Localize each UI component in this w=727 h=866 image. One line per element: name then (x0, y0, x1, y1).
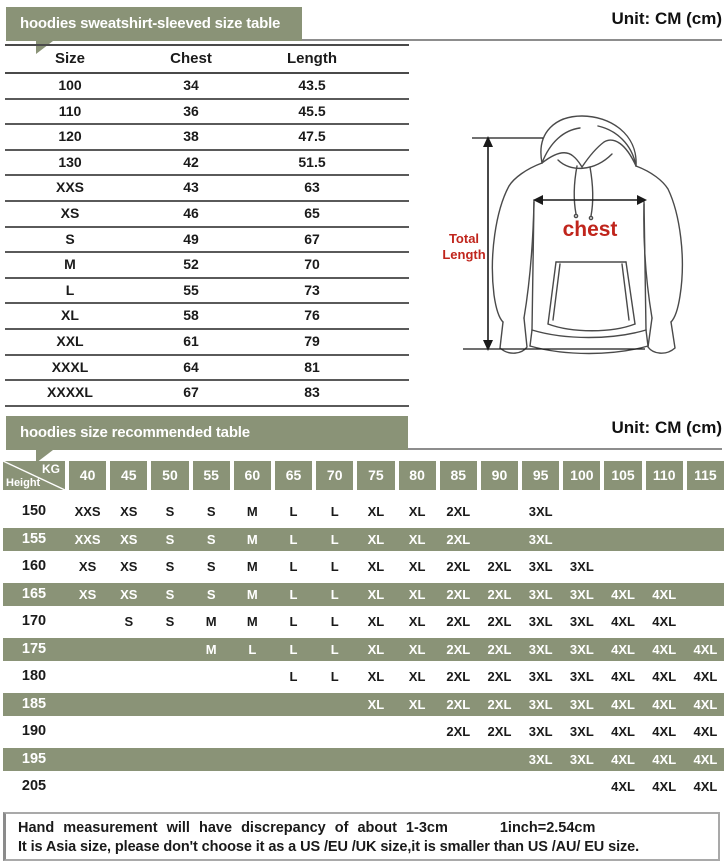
note-line-2: It is Asia size, please don't choose it as a US /EU /UK size,it is smaller than US /AU/ EU size. (18, 839, 640, 855)
size-value-cell: 2XL (446, 559, 471, 574)
size-value-cell: 2XL (446, 586, 471, 602)
chest-cell: 36 (183, 102, 199, 119)
size-table-header (5, 44, 409, 74)
weight-header-cell: 75 (357, 461, 394, 490)
size-value-cell (69, 748, 106, 772)
divider-line (408, 448, 722, 450)
chest-cell: 64 (183, 358, 199, 375)
size-value-cell (69, 718, 106, 746)
hoodie-diagram (430, 90, 727, 370)
size-value-cell (234, 693, 271, 717)
size-table-banner: hoodies sweatshirt-sleeved size table (6, 7, 302, 41)
size-value-cell: 3XL (569, 559, 594, 574)
weight-header-cell: 80 (399, 461, 436, 490)
size-value-cell (275, 773, 312, 801)
size-value-cell (687, 528, 724, 552)
size-value-cell: S (124, 614, 134, 629)
size-value-cell: 3XL (569, 586, 594, 602)
size-value-cell: L (289, 586, 298, 602)
size-value-cell: S (165, 614, 175, 629)
size-value-cell: 3XL (528, 641, 553, 657)
column-header-size: Size (54, 50, 85, 67)
size-table-row (5, 228, 409, 254)
weight-header-cell: 105 (604, 461, 641, 490)
size-value-cell: XL (367, 669, 385, 684)
size-value-cell: XL (367, 696, 385, 712)
size-table-row (5, 151, 409, 177)
size-value-cell (646, 553, 683, 581)
size-cell: XS (60, 204, 80, 221)
size-value-cell: 2XL (487, 669, 512, 684)
size-value-cell: XL (367, 504, 385, 519)
column-header-chest: Chest (170, 50, 212, 67)
size-value-cell (151, 638, 188, 662)
size-table-row (5, 125, 409, 151)
size-value-cell (563, 528, 600, 552)
size-value-cell: 3XL (528, 531, 553, 547)
size-value-cell: 4XL (652, 696, 677, 712)
size-value-cell: XL (367, 586, 385, 602)
size-value-cell: L (289, 559, 298, 574)
size-value-cell: L (289, 641, 298, 657)
size-cell: 110 (58, 102, 82, 119)
size-value-cell (687, 498, 724, 526)
matrix-row (3, 773, 724, 801)
size-value-cell (69, 608, 106, 636)
weight-header-cell: 40 (69, 461, 106, 490)
chest-cell: 42 (183, 153, 199, 170)
chest-cell: 61 (183, 332, 199, 349)
height-cell: 175 (21, 640, 47, 657)
size-value-cell: 4XL (611, 614, 635, 629)
length-cell: 70 (304, 256, 320, 273)
size-value-cell: L (330, 586, 339, 602)
size-value-cell: 4XL (611, 586, 635, 602)
size-value-cell: 4XL (611, 724, 635, 739)
size-value-cell: XXS (74, 531, 101, 547)
size-value-cell (275, 718, 312, 746)
height-cell: 150 (21, 503, 47, 519)
size-value-cell: XS (78, 559, 97, 574)
size-value-cell: M (246, 531, 258, 547)
size-value-cell: 4XL (611, 669, 635, 684)
size-value-cell: 2XL (446, 696, 471, 712)
size-value-cell (275, 748, 312, 772)
size-value-cell: XS (120, 559, 138, 574)
size-value-cell (193, 663, 230, 691)
size-value-cell: 2XL (446, 504, 471, 519)
size-value-cell (687, 608, 724, 636)
height-cell: 170 (21, 613, 47, 629)
matrix-row (3, 608, 724, 636)
size-cell: M (64, 256, 76, 273)
matrix-row (3, 636, 724, 664)
height-cell: 185 (21, 695, 47, 712)
size-table (5, 44, 409, 407)
size-value-cell (110, 773, 147, 801)
size-table-row (5, 202, 409, 228)
size-value-cell (563, 498, 600, 526)
size-value-cell (69, 663, 106, 691)
size-table-rows (5, 74, 409, 407)
size-value-cell: XS (120, 504, 138, 519)
size-value-cell (234, 773, 271, 801)
weight-header-cell: 95 (522, 461, 559, 490)
size-value-cell: XS (78, 586, 97, 602)
size-value-cell: 2XL (446, 724, 471, 739)
size-value-cell (69, 773, 106, 801)
size-value-cell: S (206, 586, 216, 602)
weight-header-cell: 65 (275, 461, 312, 490)
size-table-row (5, 100, 409, 126)
chest-cell: 67 (183, 384, 199, 401)
chest-cell: 49 (183, 230, 199, 247)
weight-header-cell: 110 (646, 461, 683, 490)
size-cell: L (65, 281, 75, 298)
size-value-cell (399, 748, 436, 772)
matrix-row (3, 663, 724, 691)
size-value-cell (234, 718, 271, 746)
diagram-labels (442, 218, 617, 262)
size-value-cell: 3XL (528, 586, 553, 602)
height-cell: 180 (21, 668, 47, 684)
size-value-cell: L (289, 531, 298, 547)
size-value-cell (110, 663, 147, 691)
length-cell: 63 (304, 179, 320, 196)
size-value-cell: S (165, 531, 175, 547)
size-value-cell: 3XL (569, 614, 594, 629)
size-value-cell (357, 748, 394, 772)
size-value-cell: 4XL (652, 779, 677, 794)
length-cell: 79 (304, 332, 320, 349)
size-table-row (5, 330, 409, 356)
size-value-cell (316, 693, 353, 717)
size-value-cell: S (206, 504, 216, 519)
height-cell: 155 (21, 530, 47, 547)
size-value-cell: 3XL (528, 751, 553, 767)
size-value-cell: M (246, 504, 258, 519)
matrix-header-row (3, 461, 724, 490)
size-value-cell: 2XL (446, 614, 471, 629)
size-value-cell (193, 693, 230, 717)
weight-header-cell: 90 (481, 461, 518, 490)
matrix-row (3, 498, 724, 526)
size-value-cell: 3XL (528, 696, 553, 712)
weight-header-cell: 70 (316, 461, 353, 490)
note-measurement-text: Hand measurement will have discrepancy of about 1-3cm (18, 820, 448, 836)
size-value-cell: XS (120, 531, 138, 547)
column-header-length: Length (287, 50, 337, 67)
weight-header-cell: 50 (151, 461, 188, 490)
length-cell: 45.5 (298, 102, 326, 119)
size-table-row (5, 74, 409, 100)
size-value-cell: 2XL (487, 641, 512, 657)
size-value-cell: XL (367, 641, 385, 657)
size-value-cell (69, 638, 106, 662)
size-value-cell: 2XL (446, 531, 471, 547)
size-value-cell (110, 748, 147, 772)
corner-kg-label: KG (42, 462, 60, 476)
chest-label: chest (562, 218, 618, 241)
size-value-cell: 3XL (569, 669, 594, 684)
size-value-cell: 3XL (528, 724, 553, 739)
size-value-cell: XL (408, 696, 426, 712)
size-value-cell: L (289, 614, 298, 629)
size-value-cell (604, 528, 641, 552)
size-value-cell: 4XL (652, 669, 677, 684)
length-cell: 76 (304, 307, 320, 324)
size-value-cell: S (165, 559, 175, 574)
size-value-cell (687, 553, 724, 581)
height-cell: 205 (21, 778, 47, 794)
size-value-cell (193, 718, 230, 746)
chest-cell: 58 (183, 307, 199, 324)
size-value-cell (151, 693, 188, 717)
length-cell: 81 (304, 358, 320, 375)
size-value-cell: 2XL (487, 586, 512, 602)
matrix-corner-cell (3, 461, 65, 490)
size-value-cell (604, 498, 641, 526)
length-cell: 51.5 (298, 153, 326, 170)
size-cell: XXXL (51, 358, 89, 375)
size-cell: 120 (58, 128, 82, 145)
size-cell: XL (61, 307, 79, 324)
size-value-cell: S (206, 559, 216, 574)
weight-header-cell: 55 (193, 461, 230, 490)
corner-height-label: Height (6, 477, 41, 489)
weight-header-cell: 45 (110, 461, 147, 490)
size-value-cell: XS (120, 586, 138, 602)
size-value-cell: M (246, 586, 258, 602)
size-value-cell: L (289, 669, 298, 684)
size-value-cell (399, 718, 436, 746)
size-value-cell: 4XL (611, 641, 635, 657)
length-cell: 67 (304, 230, 320, 247)
size-value-cell: S (206, 531, 216, 547)
size-value-cell (110, 693, 147, 717)
size-value-cell: XL (408, 641, 426, 657)
length-cell: 65 (304, 204, 320, 221)
weight-header-cell: 100 (563, 461, 600, 490)
size-value-cell: XL (367, 614, 385, 629)
size-value-cell: L (330, 641, 339, 657)
size-value-cell (646, 528, 683, 552)
size-value-cell: 2XL (487, 559, 512, 574)
size-value-cell (316, 748, 353, 772)
size-value-cell (399, 773, 436, 801)
height-cell: 165 (21, 585, 47, 602)
size-table-row (5, 279, 409, 305)
size-value-cell: 2XL (487, 724, 512, 739)
chest-cell: 55 (183, 281, 199, 298)
note-box (3, 812, 720, 861)
size-value-cell: 2XL (446, 641, 471, 657)
size-value-cell (193, 773, 230, 801)
total-length-label: Total (448, 231, 480, 246)
size-value-cell: XL (408, 504, 426, 519)
size-table-row (5, 356, 409, 382)
weight-header-cell: 60 (234, 461, 271, 490)
size-value-cell: 3XL (528, 504, 553, 519)
size-value-cell: L (330, 531, 339, 547)
matrix-row (3, 718, 724, 746)
chest-cell: 38 (183, 128, 199, 145)
size-value-cell: 3XL (569, 696, 594, 712)
size-value-cell (481, 773, 518, 801)
size-cell: 100 (58, 77, 82, 93)
size-value-cell: XL (408, 614, 426, 629)
size-value-cell: 4XL (611, 696, 635, 712)
size-value-cell: 4XL (693, 779, 718, 794)
height-cell: 160 (21, 558, 47, 574)
unit-label: Unit: CM (cm) (611, 418, 722, 437)
recommend-matrix (3, 461, 724, 801)
size-value-cell: 4XL (693, 641, 718, 657)
size-value-cell (604, 553, 641, 581)
size-value-cell: XL (408, 559, 426, 574)
size-value-cell (69, 693, 106, 717)
size-value-cell (316, 718, 353, 746)
chest-cell: 52 (183, 256, 199, 273)
size-value-cell: XL (408, 531, 426, 547)
total-length-label: Length (442, 247, 486, 262)
size-value-cell: 4XL (652, 614, 677, 629)
size-value-cell: 4XL (693, 751, 718, 767)
size-value-cell: 4XL (693, 724, 718, 739)
size-value-cell: XL (367, 531, 385, 547)
size-value-cell (357, 773, 394, 801)
size-value-cell (687, 583, 724, 607)
chest-cell: 43 (183, 179, 199, 196)
note-line-1 (18, 820, 718, 836)
size-value-cell (151, 748, 188, 772)
measure-arrows (463, 136, 647, 351)
size-value-cell (440, 748, 477, 772)
size-value-cell: 3XL (569, 641, 594, 657)
weight-header-cell: 85 (440, 461, 477, 490)
size-value-cell (110, 718, 147, 746)
arrow-right-icon (637, 195, 647, 205)
recommend-table-banner: hoodies size recommended table (6, 416, 408, 450)
size-value-cell (151, 718, 188, 746)
size-value-cell: L (330, 614, 339, 629)
size-value-cell: M (205, 614, 217, 629)
size-value-cell (646, 498, 683, 526)
size-table-row (5, 381, 409, 407)
length-cell: 83 (304, 384, 320, 401)
size-value-cell (357, 718, 394, 746)
size-value-cell: 3XL (528, 669, 553, 684)
size-value-cell (275, 693, 312, 717)
size-value-cell (522, 773, 559, 801)
unit-label: Unit: CM (cm) (611, 9, 722, 28)
size-value-cell: 3XL (569, 724, 594, 739)
size-value-cell: L (248, 641, 257, 657)
length-cell: 73 (304, 281, 320, 298)
size-value-cell: L (330, 669, 339, 684)
size-value-cell (481, 498, 518, 526)
matrix-row (3, 581, 724, 609)
size-cell: 130 (58, 153, 82, 170)
divider-line (302, 39, 722, 41)
size-value-cell (110, 638, 147, 662)
size-value-cell: 4XL (652, 586, 677, 602)
note-inch-conversion: 1inch=2.54cm (499, 820, 596, 836)
size-value-cell: 4XL (652, 751, 677, 767)
size-value-cell: 3XL (528, 614, 553, 629)
matrix-row (3, 526, 724, 554)
height-cell: 195 (21, 750, 47, 767)
size-value-cell: M (205, 641, 217, 657)
size-value-cell: 4XL (693, 669, 718, 684)
size-table-row (5, 304, 409, 330)
size-value-cell: 4XL (611, 779, 635, 794)
size-value-cell: M (246, 614, 258, 629)
size-value-cell: 3XL (528, 559, 553, 574)
size-value-cell: S (165, 586, 175, 602)
size-table-row (5, 176, 409, 202)
size-value-cell: 4XL (652, 724, 677, 739)
matrix-row (3, 746, 724, 774)
size-value-cell: L (289, 504, 298, 519)
size-value-cell: 2XL (446, 669, 471, 684)
size-value-cell: XL (408, 586, 426, 602)
size-value-cell (151, 663, 188, 691)
length-cell: 43.5 (298, 77, 326, 93)
size-value-cell (481, 528, 518, 552)
size-value-cell: 4XL (611, 751, 635, 767)
size-value-cell (316, 773, 353, 801)
size-value-cell: 4XL (652, 641, 677, 657)
size-value-cell: 2XL (487, 614, 512, 629)
size-value-cell (234, 748, 271, 772)
chest-cell: 46 (183, 204, 199, 221)
size-value-cell: 2XL (487, 696, 512, 712)
size-cell: XXL (56, 332, 84, 349)
size-value-cell (193, 748, 230, 772)
weight-header-cell: 115 (687, 461, 724, 490)
size-value-cell (440, 773, 477, 801)
size-value-cell: 3XL (569, 751, 594, 767)
chest-cell: 34 (183, 77, 199, 93)
size-cell: XXXXL (47, 384, 93, 401)
size-value-cell: XL (367, 559, 385, 574)
height-cell: 190 (21, 723, 47, 739)
matrix-row (3, 691, 724, 719)
size-value-cell: M (246, 559, 258, 574)
size-value-cell: 4XL (693, 696, 718, 712)
size-value-cell: XL (408, 669, 426, 684)
size-cell: S (65, 230, 75, 247)
matrix-rows (3, 498, 724, 801)
size-value-cell (151, 773, 188, 801)
size-cell: XXS (55, 179, 84, 196)
matrix-row (3, 553, 724, 581)
size-value-cell: XXS (74, 504, 101, 519)
size-value-cell: L (330, 559, 339, 574)
size-table-row (5, 253, 409, 279)
length-cell: 47.5 (298, 128, 326, 145)
size-value-cell: S (165, 504, 175, 519)
size-value-cell (563, 773, 600, 801)
size-value-cell: L (330, 504, 339, 519)
size-value-cell (234, 663, 271, 691)
size-value-cell (481, 748, 518, 772)
